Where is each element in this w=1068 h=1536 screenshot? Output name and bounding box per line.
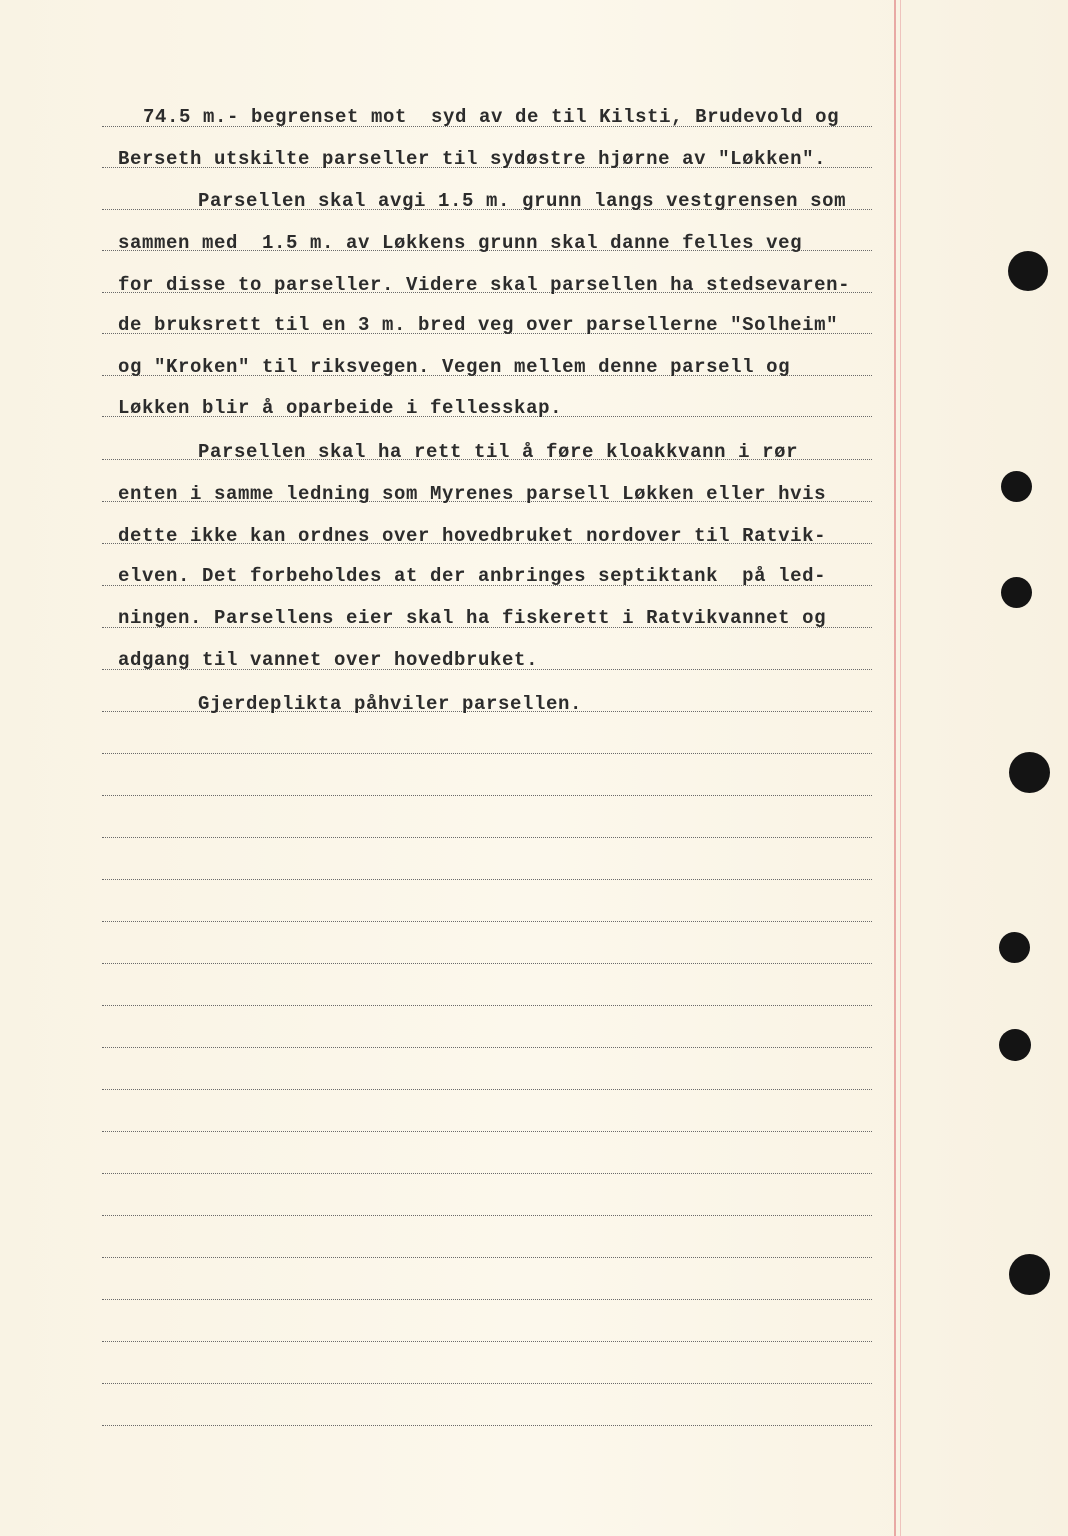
ruled-line xyxy=(102,1341,872,1342)
ruled-line xyxy=(102,921,872,922)
margin-line-secondary xyxy=(900,0,901,1536)
text-line: sammen med 1.5 m. av Løkkens grunn skal danne felles veg xyxy=(118,232,803,254)
ruled-line xyxy=(102,1299,872,1300)
text-line: Parsellen skal avgi 1.5 m. grunn langs vestgrensen som xyxy=(198,190,847,212)
punch-hole xyxy=(999,1029,1031,1061)
text-line: enten i samme ledning som Myrenes parsell Løkken eller hvis xyxy=(118,483,827,505)
text-line: og "Kroken" til riksvegen. Vegen mellem denne parsell og xyxy=(118,356,791,378)
text-line: dette ikke kan ordnes over hovedbruket nordover til Ratvik- xyxy=(118,525,827,547)
ruled-line xyxy=(102,795,872,796)
text-line: elven. Det forbeholdes at der anbringes septiktank på led- xyxy=(118,565,827,587)
ruled-line xyxy=(102,837,872,838)
punch-hole xyxy=(1009,1254,1050,1295)
ruled-line xyxy=(102,1383,872,1384)
text-line: Berseth utskilte parseller til sydøstre hjørne av "Løkken". xyxy=(118,148,827,170)
text-line: for disse to parseller. Videre skal parsellen ha stedsevaren- xyxy=(118,274,851,296)
text-line: ningen. Parsellens eier skal ha fiskerett i Ratvikvannet og xyxy=(118,607,827,629)
text-line: adgang til vannet over hovedbruket. xyxy=(118,649,539,671)
ruled-line xyxy=(102,753,872,754)
text-line: Parsellen skal ha rett til å føre kloakkvann i rør xyxy=(198,441,799,463)
text-line: 74.5 m.- begrenset mot syd av de til Kilsti, Brudevold og xyxy=(143,106,840,128)
text-line: Løkken blir å oparbeide i fellesskap. xyxy=(118,397,563,419)
ruled-line xyxy=(102,1173,872,1174)
ruled-line xyxy=(102,1425,872,1426)
ruled-line xyxy=(102,1047,872,1048)
ruled-line xyxy=(102,1257,872,1258)
punch-hole xyxy=(1001,471,1032,502)
punch-hole xyxy=(1009,752,1050,793)
ruled-line xyxy=(102,1215,872,1216)
ruled-line xyxy=(102,963,872,964)
punch-hole xyxy=(999,932,1030,963)
ruled-line xyxy=(102,1131,872,1132)
ruled-line xyxy=(102,879,872,880)
margin-line xyxy=(894,0,896,1536)
punch-hole xyxy=(1008,251,1048,291)
ruled-line xyxy=(102,1005,872,1006)
ruled-line xyxy=(102,1089,872,1090)
text-line: Gjerdeplikta påhviler parsellen. xyxy=(198,693,583,715)
text-line: de bruksrett til en 3 m. bred veg over parsellerne "Solheim" xyxy=(118,314,839,336)
punch-hole xyxy=(1001,577,1032,608)
